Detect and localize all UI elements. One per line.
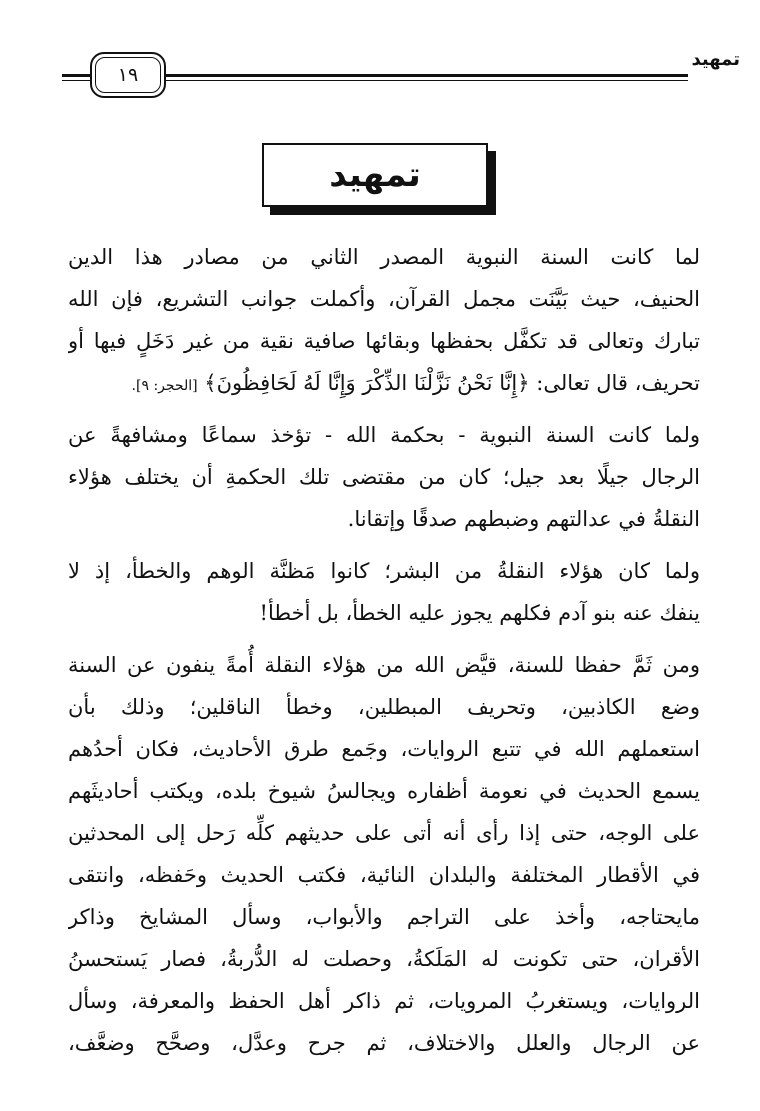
paragraph-gap [68, 540, 700, 550]
quran-verse: تحريف، قال تعالى: ﴿إِنَّا نَحْنُ نَزَّلْنَا الذِّكْرَ وَإِنَّا لَهُ لَحَافِظُونَ﴾ [204, 371, 700, 395]
paragraph-3 [68, 550, 700, 634]
text-line: في الأقطار المختلفة والبلدان النائية، فكتب الحديث وحَفظه، وانتقى [68, 863, 700, 887]
text-line: يسمع الحديث في نعومة أظفاره ويجالسُ شيوخ بلده، ويكتب أحاديثَهم [68, 779, 700, 803]
body-text [68, 236, 700, 1064]
page-number-badge [90, 52, 166, 98]
text-line: ومن ثَمَّ حفظا للسنة، قيَّض الله من هؤلاء النقلة أُمةً ينفون عن السنة [68, 653, 700, 677]
text-line: الروايات، ويستغربُ المرويات، ثم ذاكر أهل الحفظ والمعرفة، وسأل [68, 989, 700, 1013]
chapter-title: تمهيد [329, 155, 421, 195]
text-line: الأقران، حتى تكونت له المَلَكةُ، وحصلت له الدُّربةُ، فصار يَستحسنُ [68, 947, 700, 971]
text-line: عن الرجال والعلل والاختلاف، ثم جرح وعدَّل، وصحَّح وضعَّف، [68, 1031, 700, 1055]
paragraph-1 [68, 236, 700, 404]
chapter-title-box [262, 143, 488, 207]
text-line-with-citation [68, 362, 700, 404]
text-line: وضع الكاذبين، وتحريف المبطلين، وخطأ الناقلين؛ وذلك بأن [68, 695, 700, 719]
text-line: لما كانت السنة النبوية المصدر الثاني من مصادر هذا الدين [68, 245, 700, 269]
paragraph-gap [68, 404, 700, 414]
text-line: استعملهم الله في تتبع الروايات، وجَمع طرق الأحاديث، فكان أحدُهم [68, 737, 700, 761]
paragraph-2 [68, 414, 700, 540]
verse-citation: [الحجر: ٩]. [131, 378, 198, 394]
running-header-title: تمهيد [691, 49, 740, 70]
text-line: ينفك عنه بنو آدم فكلهم يجوز عليه الخطأ، بل أخطأ! [259, 601, 700, 625]
paragraph-gap [68, 634, 700, 644]
text-line: على الوجه، حتى إذا رأى أنه أتى على حديثهم كلِّه رَحل إلى المحدثين [68, 821, 700, 845]
text-line: ولما كانت السنة النبوية - بحكمة الله - تؤخذ سماعًا ومشافهةً عن [68, 423, 700, 447]
text-line: مايحتاجه، وأخذ على التراجم والأبواب، وسأل المشايخ وذاكر [68, 905, 700, 929]
paragraph-4 [68, 644, 700, 1064]
text-line: النقلةُ في عدالتهم وضبطهم صدقًا وإتقانا. [347, 507, 700, 531]
text-line: الحنيف، حيث بَيَّنَت مجمل القرآن، وأكملت جوانب التشريع، فإن الله [68, 287, 700, 311]
page-number: ١٩ [95, 57, 161, 93]
text-line: الرجال جيلًا بعد جيل؛ كان من مقتضى تلك الحكمةِ أن يختلف هؤلاء [68, 465, 700, 489]
text-line: ولما كان هؤلاء النقلةُ من البشر؛ كانوا مَظنَّة الوهم والخطأ، إذ لا [68, 559, 700, 583]
text-line: تبارك وتعالى قد تكفَّل بحفظها وبقائها صافية نقية من غير دَخَلٍ فيها أو [68, 329, 700, 353]
